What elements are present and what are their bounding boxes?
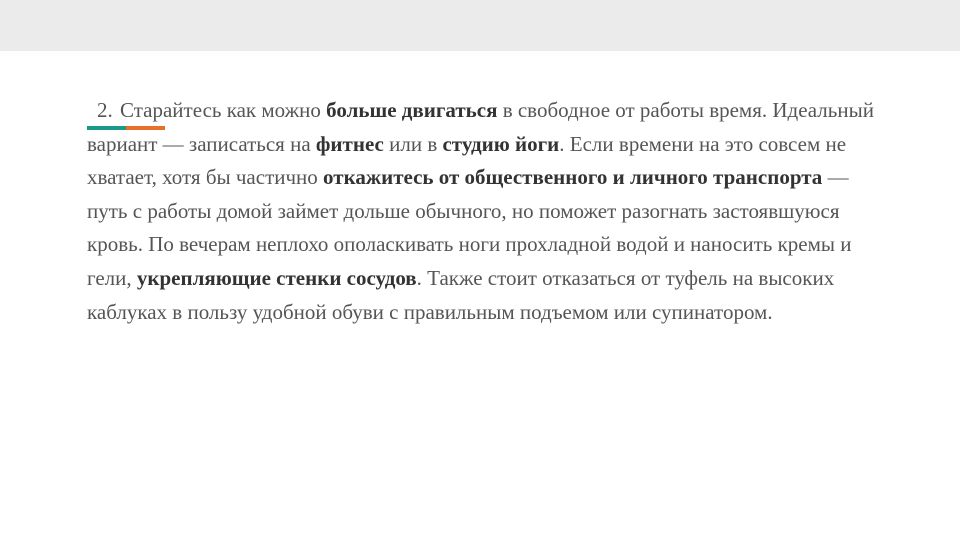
header-band (0, 0, 960, 51)
text-segment: . Также стоит отказаться от туфель на высоких каблуках в пользу удобной обуви с правильным подъемом или супинатором. (87, 265, 835, 324)
emphasis-more-movement: больше двигаться (326, 98, 498, 122)
text-segment: или в (383, 131, 443, 156)
text-segment: . Если времени на это совсем не хватает, хотя бы частично (87, 131, 847, 190)
emphasis-yoga-studio: студию йоги (442, 131, 560, 156)
list-item-text (87, 94, 887, 329)
emphasis-vessel-walls: укрепляющие стенки сосудов (136, 265, 417, 290)
text-segment: Старайтесь как можно (120, 98, 327, 122)
emphasis-transport: откажитесь от общественного и личного транспорта (323, 165, 823, 190)
text-segment: в свободное от работы время. Идеальный вариант — записаться на (87, 98, 874, 156)
emphasis-fitness: фитнес (315, 131, 384, 156)
list-item-number: 2. (97, 98, 113, 122)
text-segment: — путь с работы домой займет дольше обычного, но поможет разогнать застоявшуюся кровь. По вечерам неплохо ополаскивать ноги прохладной водой и наносить кремы и гели, (87, 165, 852, 290)
